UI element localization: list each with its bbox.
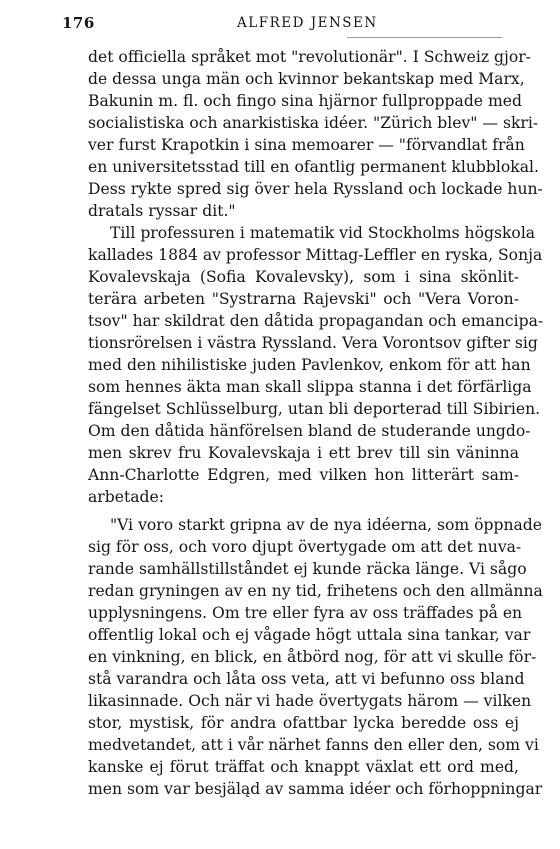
text-line: tionsrörelsen i västra Ryssland. Vera Vorontsov gifter sig: [88, 334, 538, 352]
text-line: Ann-Charlotte Edgren, med vilken hon litterärt sam-: [88, 466, 519, 484]
running-head: ALFRED JENSEN: [237, 15, 378, 31]
text-line: sig för oss, och voro djupt övertygade om att det nuva-: [88, 538, 522, 556]
text-line: Bakunin m. fl. och fingo sina hjärnor fullproppade med: [88, 92, 522, 110]
text-line: stå varandra och låta oss veta, att vi befunno oss bland: [88, 670, 525, 688]
page-number: 176: [62, 14, 95, 32]
text-line: rande samhällstillståndet ej kunde räcka länge. Vi sågo: [88, 560, 527, 578]
paragraph-1: [88, 46, 543, 222]
text-line: som hennes äkta man skall slippa stanna i det förfärliga: [88, 378, 532, 396]
text-line: upplysningens. Om tre eller fyra av oss träffades på en: [88, 604, 523, 622]
paragraph-2: [88, 222, 544, 508]
text-line: Om den dåtida hänförelsen bland de studerande ungdo-: [88, 422, 531, 440]
text-line: kallades 1884 av professor Mittag-Leffler en ryska, Sonja: [88, 246, 543, 264]
text-line: tsov" har skildrat den dåtida propagandan och emancipa-: [88, 312, 544, 330]
paragraph-3-quote: [88, 514, 543, 800]
text-line: redan gryningen av en ny tid, frihetens och den allmänna: [88, 582, 543, 600]
text-line: med den nihilistiske juden Pavlenkov, enkom för att han: [88, 356, 531, 374]
text-line: offentlig lokal och ej vågade högt uttala sina tankar, var: [88, 626, 531, 644]
text-line: arbetade:: [88, 488, 164, 506]
text-line: terära arbeten "Systrarna Rajevski" och "Vera Voron-: [88, 290, 519, 308]
text-line: Dess rykte spred sig över hela Ryssland och lockade hun-: [88, 180, 543, 198]
text-line: en vinkning, en blick, en åtbörd nog, för att vi skulle för-: [88, 648, 537, 666]
body-text: [88, 46, 544, 800]
text-line: Kovalevskaja (Sofia Kovalevsky), som i sina skönlit-: [88, 268, 519, 286]
text-line: de dessa unga män och kvinnor bekantskap med Marx,: [88, 70, 525, 88]
text-line: men som var besjäląd av samma idéer och förhoppningar: [88, 780, 543, 798]
text-line: kanske ej förut träffat och knappt växlat ett ord med,: [88, 758, 519, 776]
text-line: likasinnade. Och när vi hade övertygats härom — vilken: [88, 692, 532, 710]
text-line: det officiella språket mot "revolutionär". I Schweiz gjor-: [88, 48, 531, 66]
header-rule: [347, 37, 502, 38]
text-line: socialistiska och anarkistiska idéer. "Zürich blev" — skri-: [88, 114, 539, 132]
text-line: stor, mystisk, för andra ofattbar lycka beredde oss ej: [88, 714, 519, 732]
text-line: en universitetsstad till en ofantlig permanent klubblokal.: [88, 158, 539, 176]
text-line: dratals ryssar dit.": [88, 202, 236, 220]
text-line: medvetandet, att i vår närhet fanns den eller den, som vi: [88, 736, 539, 754]
text-line: "Vi voro starkt gripna av de nya idéerna, som öppnade: [110, 516, 543, 534]
text-line: ver furst Krapotkin i sina memoarer — "förvandlat från: [88, 136, 525, 154]
text-line: fängelset Schlüsselburg, utan bli deporterad till Sibirien.: [88, 400, 541, 418]
text-line: Till professuren i matematik vid Stockholms högskola: [110, 224, 536, 242]
text-line: men skrev fru Kovalevskaja i ett brev till sin väninna: [88, 444, 519, 462]
page-header: [62, 14, 507, 36]
